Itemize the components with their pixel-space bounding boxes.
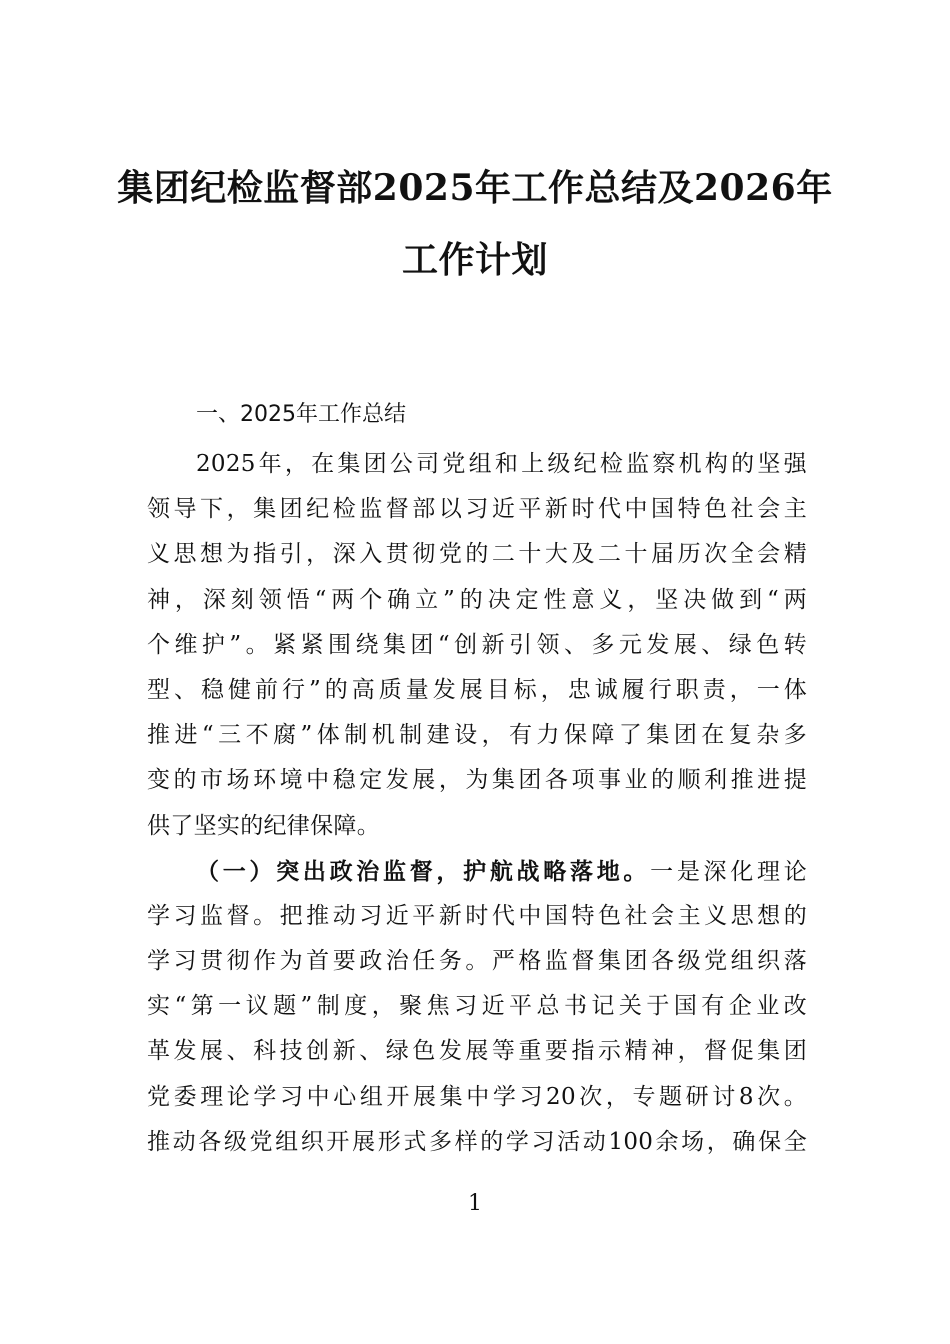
paragraph-2-lead-text: 一是深化理论: [650, 858, 807, 885]
paragraph-1-line: 供了坚实的纪律保障。: [147, 812, 380, 839]
subsection-heading: （一）突出政治监督，护航战略落地。: [196, 857, 651, 885]
section-heading: 一、2025年工作总结: [196, 402, 406, 427]
body-text: [147, 442, 807, 1165]
paragraph-1-line: 个维护”。紧紧围绕集团“创新引领、多元发展、绿色转: [147, 631, 807, 658]
paragraph-2-line: 实“第一议题”制度，聚焦习近平总书记关于国有企业改: [147, 993, 807, 1020]
document-title: [110, 152, 840, 296]
paragraph-2-first-line: [147, 849, 807, 894]
paragraph-1-line: 领导下，集团纪检监督部以习近平新时代中国特色社会主: [147, 496, 807, 523]
paragraph-2-line: 学习监督。把推动习近平新时代中国特色社会主义思想的: [147, 902, 807, 929]
paragraph-1-line: 推进“三不腐”体制机制建设，有力保障了集团在复杂多: [147, 722, 807, 749]
paragraph-1-line: 2025年，在集团公司党组和上级纪检监察机构的坚强: [196, 451, 807, 477]
paragraph-2-line: 党委理论学习中心组开展集中学习20次，专题研讨8次。: [147, 1083, 807, 1110]
title-line-2: 工作计划: [401, 239, 548, 281]
paragraph-2-line: 推动各级党组织开展形式多样的学习活动100余场，确保全: [147, 1128, 807, 1155]
paragraph-1-line: 神，深刻领悟“两个确立”的决定性意义，坚决做到“两: [147, 586, 807, 613]
paragraph-2-line: 学习贯彻作为首要政治任务。严格监督集团各级党组织落: [147, 948, 807, 975]
page-number: 1: [468, 1191, 482, 1216]
paragraph-1-line: 变的市场环境中稳定发展，为集团各项事业的顺利推进提: [147, 767, 807, 794]
title-line-1: 集团纪检监督部2025年工作总结及2026年: [117, 167, 833, 209]
paragraph-1-line: 型、稳健前行”的高质量发展目标，忠诚履行职责，一体: [147, 676, 807, 703]
paragraph-1-line: 义思想为指引，深入贯彻党的二十大及二十届历次全会精: [147, 541, 807, 568]
paragraph-2-line: 革发展、科技创新、绿色发展等重要指示精神，督促集团: [147, 1038, 807, 1065]
